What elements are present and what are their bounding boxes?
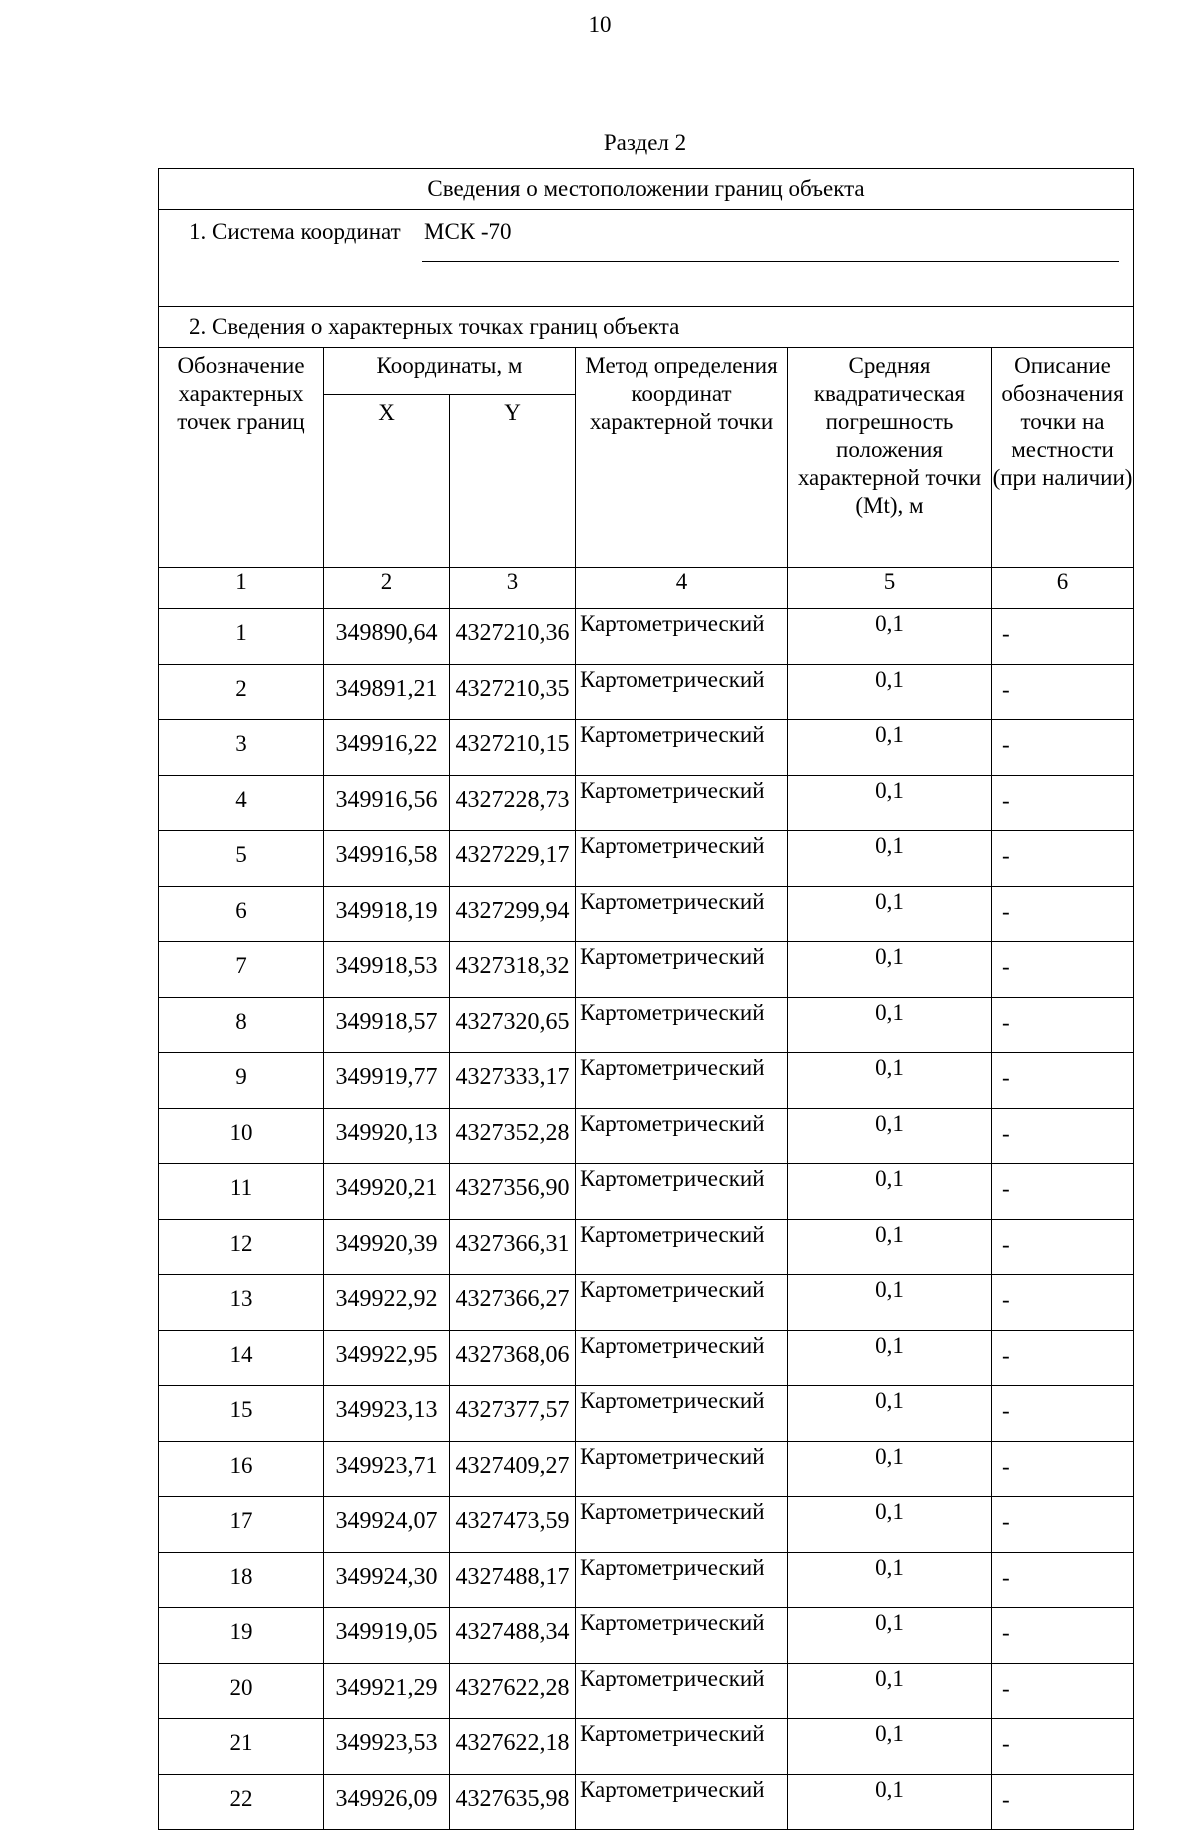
description-cell: - xyxy=(992,664,1134,720)
column-number: 3 xyxy=(450,568,576,609)
description-cell: - xyxy=(992,609,1134,665)
description-cell: - xyxy=(992,1441,1134,1497)
error-value-cell: 0,1 xyxy=(788,1719,992,1775)
column-number: 1 xyxy=(159,568,324,609)
y-coordinate-cell: 4327333,17 xyxy=(450,1053,576,1109)
point-id-cell: 1 xyxy=(159,609,324,665)
header-error: Средняя квадратическая погрешность положения характерной точки (Mt), м xyxy=(788,348,992,568)
method-cell: Картометрический xyxy=(576,1441,788,1497)
error-value-cell: 0,1 xyxy=(788,1663,992,1719)
table-row xyxy=(159,1663,1134,1719)
x-coordinate-cell: 349918,57 xyxy=(324,997,450,1053)
table-row xyxy=(159,775,1134,831)
column-numbers-row xyxy=(159,568,1134,609)
header-coordinates: Координаты, м xyxy=(324,348,576,395)
error-value-cell: 0,1 xyxy=(788,775,992,831)
point-id-cell: 21 xyxy=(159,1719,324,1775)
y-coordinate-cell: 4327368,06 xyxy=(450,1330,576,1386)
method-cell: Картометрический xyxy=(576,1330,788,1386)
table-row xyxy=(159,1330,1134,1386)
point-id-cell: 19 xyxy=(159,1608,324,1664)
description-cell: - xyxy=(992,775,1134,831)
x-coordinate-cell: 349916,58 xyxy=(324,831,450,887)
coordinate-system-underline xyxy=(422,261,1119,262)
method-cell: Картометрический xyxy=(576,942,788,998)
table-title: Сведения о местоположении границ объекта xyxy=(159,169,1134,210)
error-value-cell: 0,1 xyxy=(788,664,992,720)
section-title: Раздел 2 xyxy=(603,130,687,155)
x-coordinate-cell: 349921,29 xyxy=(324,1663,450,1719)
description-cell: - xyxy=(992,1275,1134,1331)
y-coordinate-cell: 4327228,73 xyxy=(450,775,576,831)
y-coordinate-cell: 4327366,31 xyxy=(450,1219,576,1275)
method-cell: Картометрический xyxy=(576,1219,788,1275)
error-value-cell: 0,1 xyxy=(788,1774,992,1830)
table-row xyxy=(159,942,1134,998)
table-row xyxy=(159,1774,1134,1830)
column-number: 5 xyxy=(788,568,992,609)
method-cell: Картометрический xyxy=(576,775,788,831)
points-section-title: 2. Сведения о характерных точках границ объекта xyxy=(159,307,1134,348)
table-row xyxy=(159,1053,1134,1109)
coordinate-system-label: 1. Система координат xyxy=(189,219,401,244)
description-cell: - xyxy=(992,1497,1134,1553)
table-row xyxy=(159,1275,1134,1331)
error-value-cell: 0,1 xyxy=(788,1386,992,1442)
error-value-cell: 0,1 xyxy=(788,942,992,998)
point-id-cell: 2 xyxy=(159,664,324,720)
coordinate-system-cell xyxy=(159,210,1134,307)
table-row xyxy=(159,1164,1134,1220)
y-coordinate-cell: 4327622,18 xyxy=(450,1719,576,1775)
method-cell: Картометрический xyxy=(576,1552,788,1608)
method-cell: Картометрический xyxy=(576,609,788,665)
method-cell: Картометрический xyxy=(576,1608,788,1664)
table-row xyxy=(159,1219,1134,1275)
point-id-cell: 6 xyxy=(159,886,324,942)
y-coordinate-cell: 4327210,15 xyxy=(450,720,576,776)
header-method: Метод определения координат характерной точки xyxy=(576,348,788,568)
error-value-cell: 0,1 xyxy=(788,720,992,776)
y-coordinate-cell: 4327299,94 xyxy=(450,886,576,942)
table-row xyxy=(159,1608,1134,1664)
point-id-cell: 15 xyxy=(159,1386,324,1442)
x-coordinate-cell: 349923,71 xyxy=(324,1441,450,1497)
x-coordinate-cell: 349918,53 xyxy=(324,942,450,998)
x-coordinate-cell: 349890,64 xyxy=(324,609,450,665)
x-coordinate-cell: 349924,30 xyxy=(324,1552,450,1608)
point-id-cell: 13 xyxy=(159,1275,324,1331)
method-cell: Картометрический xyxy=(576,1164,788,1220)
point-id-cell: 3 xyxy=(159,720,324,776)
header-point: Обозначение характерных точек границ xyxy=(159,348,324,568)
table-row xyxy=(159,831,1134,887)
point-id-cell: 20 xyxy=(159,1663,324,1719)
table-row xyxy=(159,1552,1134,1608)
x-coordinate-cell: 349924,07 xyxy=(324,1497,450,1553)
error-value-cell: 0,1 xyxy=(788,1330,992,1386)
point-id-cell: 12 xyxy=(159,1219,324,1275)
point-id-cell: 18 xyxy=(159,1552,324,1608)
point-id-cell: 7 xyxy=(159,942,324,998)
point-id-cell: 8 xyxy=(159,997,324,1053)
table-row xyxy=(159,1497,1134,1553)
point-id-cell: 16 xyxy=(159,1441,324,1497)
x-coordinate-cell: 349918,19 xyxy=(324,886,450,942)
table-row xyxy=(159,1108,1134,1164)
y-coordinate-cell: 4327622,28 xyxy=(450,1663,576,1719)
y-coordinate-cell: 4327473,59 xyxy=(450,1497,576,1553)
method-cell: Картометрический xyxy=(576,1386,788,1442)
method-cell: Картометрический xyxy=(576,1719,788,1775)
x-coordinate-cell: 349920,21 xyxy=(324,1164,450,1220)
point-id-cell: 22 xyxy=(159,1774,324,1830)
table-row xyxy=(159,886,1134,942)
description-cell: - xyxy=(992,886,1134,942)
y-coordinate-cell: 4327210,35 xyxy=(450,664,576,720)
error-value-cell: 0,1 xyxy=(788,997,992,1053)
column-number: 4 xyxy=(576,568,788,609)
y-coordinate-cell: 4327229,17 xyxy=(450,831,576,887)
column-number: 6 xyxy=(992,568,1134,609)
method-cell: Картометрический xyxy=(576,1108,788,1164)
error-value-cell: 0,1 xyxy=(788,1497,992,1553)
x-coordinate-cell: 349916,56 xyxy=(324,775,450,831)
method-cell: Картометрический xyxy=(576,1275,788,1331)
boundary-points-table xyxy=(158,168,1134,1830)
y-coordinate-cell: 4327488,17 xyxy=(450,1552,576,1608)
table-row xyxy=(159,1441,1134,1497)
y-coordinate-cell: 4327488,34 xyxy=(450,1608,576,1664)
description-cell: - xyxy=(992,1774,1134,1830)
method-cell: Картометрический xyxy=(576,886,788,942)
method-cell: Картометрический xyxy=(576,1053,788,1109)
x-coordinate-cell: 349916,22 xyxy=(324,720,450,776)
page-number: 10 xyxy=(588,12,612,37)
header-description: Описание обозначения точки на местности (при наличии) xyxy=(992,348,1134,568)
y-coordinate-cell: 4327366,27 xyxy=(450,1275,576,1331)
x-coordinate-cell: 349922,92 xyxy=(324,1275,450,1331)
coordinate-system-value: МСК -70 xyxy=(424,219,512,244)
error-value-cell: 0,1 xyxy=(788,1441,992,1497)
description-cell: - xyxy=(992,1164,1134,1220)
description-cell: - xyxy=(992,1330,1134,1386)
point-id-cell: 10 xyxy=(159,1108,324,1164)
table-row xyxy=(159,720,1134,776)
error-value-cell: 0,1 xyxy=(788,609,992,665)
header-y: Y xyxy=(450,395,576,568)
x-coordinate-cell: 349920,13 xyxy=(324,1108,450,1164)
error-value-cell: 0,1 xyxy=(788,1219,992,1275)
error-value-cell: 0,1 xyxy=(788,831,992,887)
description-cell: - xyxy=(992,1608,1134,1664)
description-cell: - xyxy=(992,1053,1134,1109)
y-coordinate-cell: 4327409,27 xyxy=(450,1441,576,1497)
y-coordinate-cell: 4327210,36 xyxy=(450,609,576,665)
error-value-cell: 0,1 xyxy=(788,1053,992,1109)
description-cell: - xyxy=(992,1552,1134,1608)
method-cell: Картометрический xyxy=(576,664,788,720)
table-row xyxy=(159,997,1134,1053)
x-coordinate-cell: 349919,77 xyxy=(324,1053,450,1109)
error-value-cell: 0,1 xyxy=(788,1108,992,1164)
point-id-cell: 9 xyxy=(159,1053,324,1109)
error-value-cell: 0,1 xyxy=(788,886,992,942)
point-id-cell: 17 xyxy=(159,1497,324,1553)
table-row xyxy=(159,609,1134,665)
description-cell: - xyxy=(992,942,1134,998)
x-coordinate-cell: 349891,21 xyxy=(324,664,450,720)
description-cell: - xyxy=(992,1663,1134,1719)
method-cell: Картометрический xyxy=(576,1663,788,1719)
column-number: 2 xyxy=(324,568,450,609)
header-x: X xyxy=(324,395,450,568)
description-cell: - xyxy=(992,720,1134,776)
description-cell: - xyxy=(992,1719,1134,1775)
point-id-cell: 14 xyxy=(159,1330,324,1386)
error-value-cell: 0,1 xyxy=(788,1608,992,1664)
description-cell: - xyxy=(992,1219,1134,1275)
method-cell: Картометрический xyxy=(576,1774,788,1830)
method-cell: Картометрический xyxy=(576,831,788,887)
table-row xyxy=(159,1386,1134,1442)
y-coordinate-cell: 4327320,65 xyxy=(450,997,576,1053)
method-cell: Картометрический xyxy=(576,1497,788,1553)
x-coordinate-cell: 349923,53 xyxy=(324,1719,450,1775)
x-coordinate-cell: 349922,95 xyxy=(324,1330,450,1386)
description-cell: - xyxy=(992,997,1134,1053)
table-row xyxy=(159,1719,1134,1775)
x-coordinate-cell: 349923,13 xyxy=(324,1386,450,1442)
point-id-cell: 11 xyxy=(159,1164,324,1220)
error-value-cell: 0,1 xyxy=(788,1275,992,1331)
x-coordinate-cell: 349920,39 xyxy=(324,1219,450,1275)
y-coordinate-cell: 4327635,98 xyxy=(450,1774,576,1830)
y-coordinate-cell: 4327356,90 xyxy=(450,1164,576,1220)
point-id-cell: 5 xyxy=(159,831,324,887)
method-cell: Картометрический xyxy=(576,720,788,776)
error-value-cell: 0,1 xyxy=(788,1552,992,1608)
error-value-cell: 0,1 xyxy=(788,1164,992,1220)
point-id-cell: 4 xyxy=(159,775,324,831)
y-coordinate-cell: 4327377,57 xyxy=(450,1386,576,1442)
description-cell: - xyxy=(992,1386,1134,1442)
description-cell: - xyxy=(992,1108,1134,1164)
x-coordinate-cell: 349919,05 xyxy=(324,1608,450,1664)
table-row xyxy=(159,664,1134,720)
y-coordinate-cell: 4327352,28 xyxy=(450,1108,576,1164)
y-coordinate-cell: 4327318,32 xyxy=(450,942,576,998)
x-coordinate-cell: 349926,09 xyxy=(324,1774,450,1830)
description-cell: - xyxy=(992,831,1134,887)
method-cell: Картометрический xyxy=(576,997,788,1053)
